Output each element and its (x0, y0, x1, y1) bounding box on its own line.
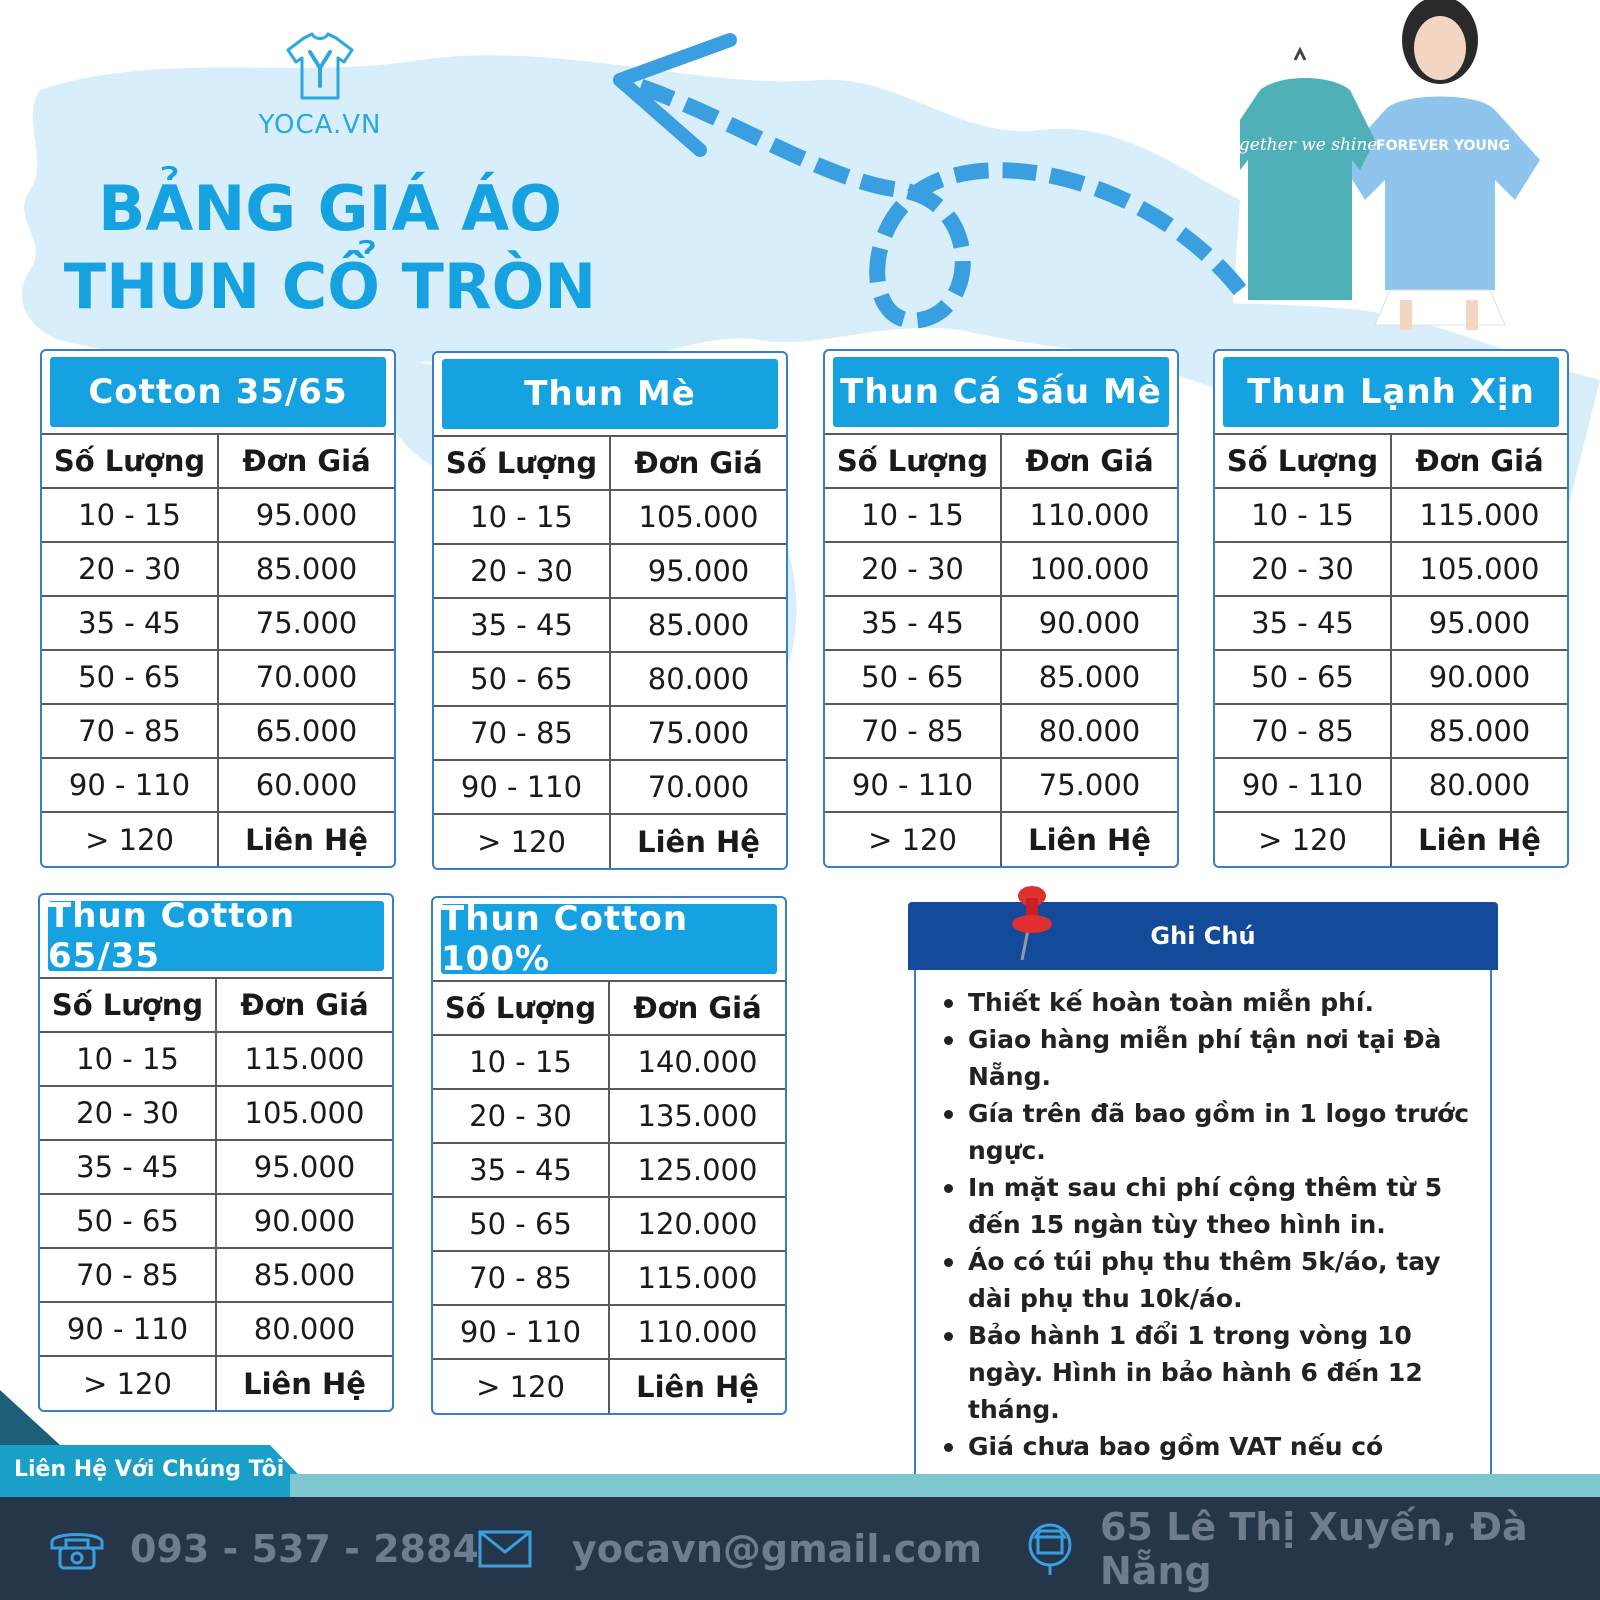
table-row (433, 1143, 785, 1197)
col-price: Đơn Giá (1391, 434, 1567, 488)
table-cell: 135.000 (609, 1089, 785, 1143)
table-cell: 20 - 30 (825, 542, 1001, 596)
table-row (1215, 596, 1567, 650)
table-row (433, 1089, 785, 1143)
table-cell: 50 - 65 (42, 650, 218, 704)
price-table-cotton-35-65 (40, 349, 396, 868)
table-row (40, 1248, 392, 1302)
table-cell: 90 - 110 (40, 1302, 216, 1356)
price-table-thun-ca-sau-me (823, 349, 1179, 868)
table-cell: 95.000 (218, 488, 394, 542)
table-row (1215, 542, 1567, 596)
col-price: Đơn Giá (216, 978, 392, 1032)
table-cell: 125.000 (609, 1143, 785, 1197)
list-item: Gía trên đã bao gồm in 1 logo trước ngực. (944, 1095, 1482, 1169)
table-row (42, 488, 394, 542)
table-row (40, 1194, 392, 1248)
table-cell: 10 - 15 (434, 490, 610, 544)
table-row (40, 1086, 392, 1140)
table-row (42, 650, 394, 704)
price-table-thun-me (432, 351, 788, 870)
table-row (42, 542, 394, 596)
table-row (434, 652, 786, 706)
table-cell: 10 - 15 (42, 488, 218, 542)
table-row (1215, 758, 1567, 812)
table-row (40, 1032, 392, 1086)
table-row (434, 544, 786, 598)
table-cell: 110.000 (1001, 488, 1177, 542)
table-row (1215, 704, 1567, 758)
table-row (825, 812, 1177, 866)
table-cell: 85.000 (218, 542, 394, 596)
shirt-logo-icon (282, 32, 358, 104)
table-cell: 70 - 85 (434, 706, 610, 760)
price-table-thun-cotton-100 (431, 896, 787, 1415)
table-cell: 70 - 85 (433, 1251, 609, 1305)
table-row (825, 758, 1177, 812)
table-cell: 90 - 110 (42, 758, 218, 812)
table-row (825, 596, 1177, 650)
table-cell: 10 - 15 (433, 1035, 609, 1089)
table-cell: Liên Hệ (610, 814, 786, 868)
table-cell: 80.000 (1001, 704, 1177, 758)
table-cell: 35 - 45 (40, 1140, 216, 1194)
table-row (825, 704, 1177, 758)
footer-email-text: yocavn@gmail.com (572, 1526, 983, 1571)
table-cell: 10 - 15 (1215, 488, 1391, 542)
table-row (433, 1197, 785, 1251)
price-table-thun-lanh-xin (1213, 349, 1569, 868)
price-table-title: Thun Cá Sấu Mè (833, 357, 1169, 427)
table-cell: 90 - 110 (433, 1305, 609, 1359)
table-cell: 95.000 (216, 1140, 392, 1194)
table-row (42, 596, 394, 650)
col-quantity: Số Lượng (433, 981, 609, 1035)
table-cell: 90 - 110 (825, 758, 1001, 812)
store-location-icon (1022, 1521, 1078, 1577)
list-item: Bảo hành 1 đổi 1 trong vòng 10 ngày. Hình in bảo hành 6 đến 12 tháng. (944, 1317, 1482, 1428)
table-cell: 50 - 65 (433, 1197, 609, 1251)
col-price: Đơn Giá (1001, 434, 1177, 488)
table-cell: 75.000 (610, 706, 786, 760)
table-row (825, 488, 1177, 542)
table-row (40, 1302, 392, 1356)
table-cell: 115.000 (1391, 488, 1567, 542)
table-cell: 95.000 (1391, 596, 1567, 650)
table-cell: 35 - 45 (1215, 596, 1391, 650)
price-table-thun-cotton-65-35 (38, 893, 394, 1412)
table-row (40, 1140, 392, 1194)
table-cell: 90 - 110 (1215, 758, 1391, 812)
table-cell: 110.000 (609, 1305, 785, 1359)
footer-address[interactable] (1022, 1505, 1600, 1593)
table-cell: 115.000 (609, 1251, 785, 1305)
price-table-title: Thun Mè (442, 359, 778, 429)
price-table-title: Thun Cotton 65/35 (48, 901, 384, 971)
table-cell: 50 - 65 (825, 650, 1001, 704)
table-cell: 50 - 65 (40, 1194, 216, 1248)
table-cell: 70 - 85 (1215, 704, 1391, 758)
list-item: Giá chưa bao gồm VAT nếu có (944, 1428, 1482, 1465)
phone-icon (48, 1526, 106, 1572)
table-cell: 35 - 45 (825, 596, 1001, 650)
table-cell: Liên Hệ (609, 1359, 785, 1413)
table-cell: 115.000 (216, 1032, 392, 1086)
table-cell: 90.000 (1001, 596, 1177, 650)
title-line-1: BẢNG GIÁ ÁO (98, 172, 562, 245)
title-line-2: THUN CỔ TRÒN (63, 250, 597, 323)
table-cell: > 120 (1215, 812, 1391, 866)
table-row (434, 706, 786, 760)
table-row (433, 1305, 785, 1359)
table-row (1215, 812, 1567, 866)
table-cell: 10 - 15 (40, 1032, 216, 1086)
col-quantity: Số Lượng (40, 978, 216, 1032)
col-price: Đơn Giá (610, 436, 786, 490)
table-cell: 85.000 (610, 598, 786, 652)
col-price: Đơn Giá (609, 981, 785, 1035)
table-cell: 70.000 (218, 650, 394, 704)
table-cell: > 120 (42, 812, 218, 866)
table-cell: 85.000 (1391, 704, 1567, 758)
table-cell: 105.000 (216, 1086, 392, 1140)
dashed-arrow-decoration (600, 30, 1280, 350)
table-cell: 85.000 (216, 1248, 392, 1302)
table-row (433, 1035, 785, 1089)
list-item: Áo có túi phụ thu thêm 5k/áo, tay dài phụ thu 10k/áo. (944, 1243, 1482, 1317)
table-cell: 20 - 30 (40, 1086, 216, 1140)
table-cell: 35 - 45 (434, 598, 610, 652)
table-row (1215, 650, 1567, 704)
table-cell: 105.000 (1391, 542, 1567, 596)
table-row (825, 650, 1177, 704)
push-pin-icon (1008, 884, 1054, 962)
list-item: Giao hàng miễn phí tận nơi tại Đà Nẵng. (944, 1021, 1482, 1095)
table-cell: 20 - 30 (434, 544, 610, 598)
table-cell: 75.000 (218, 596, 394, 650)
table-cell: 50 - 65 (1215, 650, 1391, 704)
brand-name: YOCA.VN (258, 110, 382, 140)
notes-title: Ghi Chú (1150, 922, 1256, 950)
table-cell: 60.000 (218, 758, 394, 812)
footer-email[interactable] (478, 1527, 982, 1571)
table-cell: 70 - 85 (42, 704, 218, 758)
table-cell: 105.000 (610, 490, 786, 544)
table-cell: 20 - 30 (1215, 542, 1391, 596)
table-cell: 90 - 110 (434, 760, 610, 814)
table-cell: 75.000 (1001, 758, 1177, 812)
table-cell: 70.000 (610, 760, 786, 814)
shirt-print-text-1: Together we shine (1218, 135, 1378, 155)
col-quantity: Số Lượng (42, 434, 218, 488)
table-cell: 70 - 85 (40, 1248, 216, 1302)
table-cell: > 120 (433, 1359, 609, 1413)
table-row (434, 598, 786, 652)
col-quantity: Số Lượng (825, 434, 1001, 488)
table-row (434, 490, 786, 544)
table-cell: 90.000 (1391, 650, 1567, 704)
brand-logo (255, 32, 385, 140)
table-cell: 90.000 (216, 1194, 392, 1248)
col-price: Đơn Giá (218, 434, 394, 488)
table-cell: 80.000 (610, 652, 786, 706)
footer-phone[interactable] (48, 1526, 479, 1572)
col-quantity: Số Lượng (1215, 434, 1391, 488)
table-cell: > 120 (825, 812, 1001, 866)
mail-icon (478, 1530, 532, 1568)
table-cell: 120.000 (609, 1197, 785, 1251)
list-item: In mặt sau chi phí cộng thêm từ 5 đến 15 ngàn tùy theo hình in. (944, 1169, 1482, 1243)
table-row (42, 758, 394, 812)
table-cell: 95.000 (610, 544, 786, 598)
table-cell: 65.000 (218, 704, 394, 758)
table-cell: Liên Hệ (216, 1356, 392, 1410)
table-cell: > 120 (40, 1356, 216, 1410)
table-cell: 85.000 (1001, 650, 1177, 704)
table-cell: 80.000 (1391, 758, 1567, 812)
table-row (825, 542, 1177, 596)
table-cell: 140.000 (609, 1035, 785, 1089)
table-row (42, 812, 394, 866)
table-row (42, 704, 394, 758)
table-cell: 20 - 30 (42, 542, 218, 596)
footer-phone-text: 093 - 537 - 2884 (130, 1526, 479, 1571)
table-row (434, 814, 786, 868)
table-row (1215, 488, 1567, 542)
table-cell: 70 - 85 (825, 704, 1001, 758)
table-cell: > 120 (434, 814, 610, 868)
table-row (433, 1251, 785, 1305)
table-cell: 50 - 65 (434, 652, 610, 706)
shirt-print-text-2: FOREVER YOUNG (1376, 138, 1510, 154)
price-table-title: Thun Lạnh Xịn (1223, 357, 1559, 427)
price-table-title: Thun Cotton 100% (441, 904, 777, 974)
footer-bar (0, 1497, 1600, 1600)
notes-header (908, 902, 1498, 970)
table-cell: 35 - 45 (433, 1143, 609, 1197)
list-item: Thiết kế hoàn toàn miễn phí. (944, 984, 1482, 1021)
table-cell: 20 - 30 (433, 1089, 609, 1143)
table-cell: 100.000 (1001, 542, 1177, 596)
table-cell: Liên Hệ (1001, 812, 1177, 866)
footer-address-text: 65 Lê Thị Xuyến, Đà Nẵng (1100, 1504, 1528, 1593)
table-cell: Liên Hệ (218, 812, 394, 866)
table-cell: 80.000 (216, 1302, 392, 1356)
price-table-title: Cotton 35/65 (50, 357, 386, 427)
table-cell: 10 - 15 (825, 488, 1001, 542)
table-cell: 35 - 45 (42, 596, 218, 650)
table-cell: Liên Hệ (1391, 812, 1567, 866)
contact-label: Liên Hệ Với Chúng Tôi (14, 1457, 285, 1482)
page-title (50, 170, 610, 326)
col-quantity: Số Lượng (434, 436, 610, 490)
model-with-tshirts-photo (1218, 0, 1600, 330)
table-row (434, 760, 786, 814)
